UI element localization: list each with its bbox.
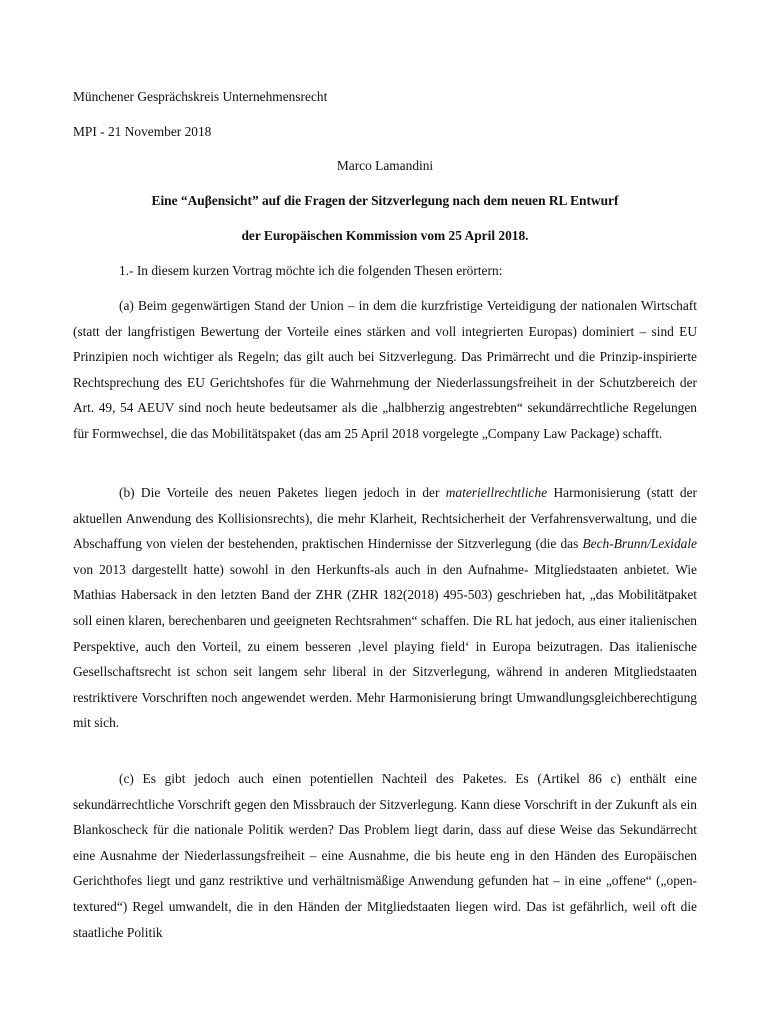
event-date-line: MPI - 21 November 2018 — [73, 124, 212, 139]
author-name: Marco Lamandini — [336, 158, 434, 173]
title-line-2: der Europäischen Kommission vom 25 April 2018. — [241, 228, 529, 243]
organization-line: Münchener Gesprächskreis Unternehmensrecht — [73, 89, 328, 104]
paragraph-b-text — [73, 480, 697, 736]
paragraph-b-part-2: Harmonisierung (statt der aktuellen Anwendung des Kollisionsrechts), die mehr Klarheit, Rechtsicherheit der Verfahrensverwaltung, und die Abschaffung von vielen der bestehenden, praktischen Hindernisse der Sitzverlegung (die das — [73, 485, 698, 552]
paragraph-b-part-1: (b) Die Vorteile des neuen Paketes liegen jedoch in der — [119, 485, 446, 500]
paragraph-c — [73, 766, 697, 945]
paragraph-b-part-3: von 2013 dargestellt hatte) sowohl in den Herkunfts-als auch in den Aufnahme- Mitgliedstaaten anbietet. Wie Mathias Habersack in den letzten Band der ZHR (ZHR 182(2018) 495-503) geschrieben hat, „das Mobilitätpaket soll einen klaren, berechenbaren und geeigneten Rechtsrahmen“ schaffen. Die RL hat jedoch, aus einer italienischen Perspektive, auch den Vorteil, zu einem besseren ‚level playing field‘ in Europa beizutragen. Das italienische Gesellschaftsrecht ist schon seit langem sehr liberal in der Sitzverlegung, während in anderen Mitgliedstaaten restriktivere Vorschriften noch angewendet werden. Mehr Harmonisierung bringt Umwandlungsgleichberechtigung mit sich. — [73, 561, 697, 731]
paragraph-c-text: (c) Es gibt jedoch auch einen potentiellen Nachteil des Paketes. Es (Artikel 86 c) enthält eine sekundärrechtliche Vorschrift gegen den Missbrauch der Sitzverlegung. Kann diese Vorschrift in der Zukunft als ein Blankoscheck für die nationale Politik werden? Das Problem liegt darin, dass auf diese Weise das Sekundärrecht eine Ausnahme der Niederlassungsfreiheit – eine Ausnahme, die bis heute eng in den Händen des Europäischen Gerichthofes liegt und ganz restriktive und verhältnismäßige Anwendung gefunden hat – in eine „offene“ („open-textured“) Regel umwandelt, die in den Händen der Mitgliedstaaten liegen wird. Das ist gefährlich, weil oft die staatliche Politik — [73, 771, 697, 940]
paragraph-a-text: (a) Beim gegenwärtigen Stand der Union – in dem die kurzfristige Verteidigung der nationalen Wirtschaft (statt der langfristigen Bewertung der Vorteile eines stärken and voll integrierten Europas) dominiert – sind EU Prinzipien noch wichtiger als Regeln; das gilt auch bei Sitzverlegung. Das Primärrecht und die Prinzip-inspirierte Rechtsprechung des EU Gerichtshofes für die Wahrnehmung der Niederlassungsfreiheit in der Schutzbereich der Art. 49, 54 AEUV sind noch heute bedeutsamer als die „halbherzig angestrebten“ sekundärrechtliche Regelungen für Formwechsel, die das Mobilitätspaket (das am 25 April 2018 vorgelegte „Company Law Package) schafft. — [73, 298, 697, 441]
paragraph-b-emphasis-1: materiellrechtliche — [445, 485, 548, 500]
paragraph-b — [73, 480, 697, 736]
title-line-1: Eine “Auβensicht” auf die Fragen der Sitzverlegung nach dem neuen RL Entwurf — [151, 193, 619, 208]
paragraph-a — [73, 293, 697, 447]
paragraph-b-emphasis-2: Bech-Brunn/Lexidale — [582, 536, 697, 552]
intro-paragraph: 1.- In diesem kurzen Vortrag möchte ich die folgenden Thesen erörtern: — [119, 263, 503, 278]
